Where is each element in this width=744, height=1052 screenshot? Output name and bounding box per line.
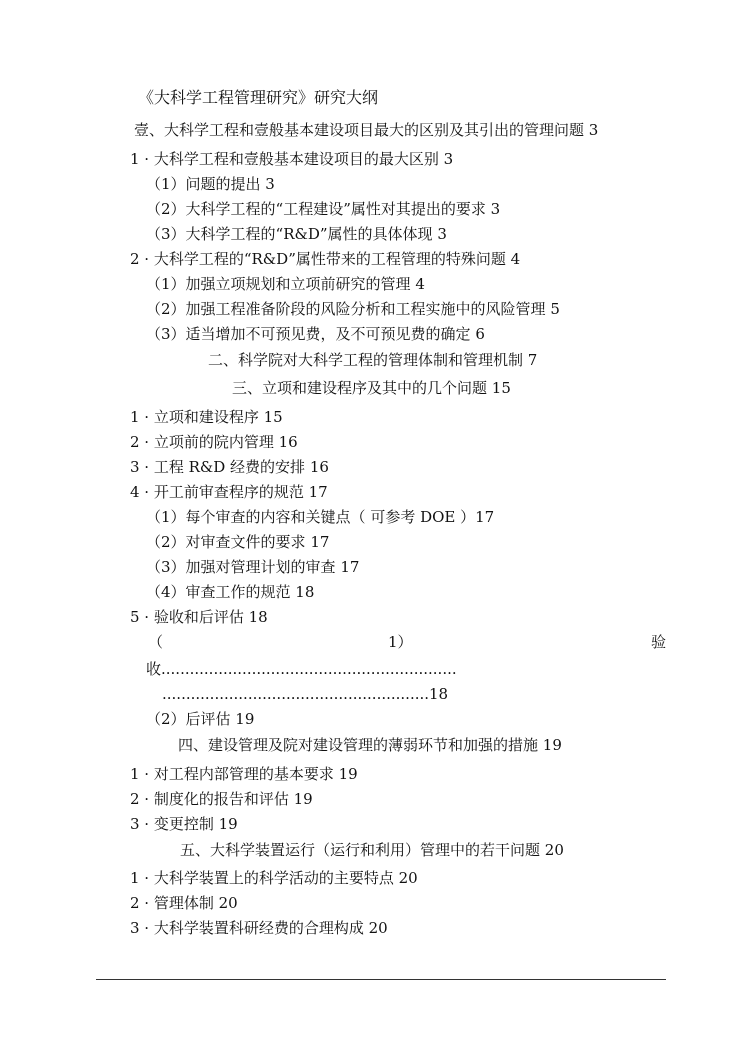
toc-item: 1 · 大科学装置上的科学活动的主要特点 20 <box>130 869 418 887</box>
toc-item: 2 · 大科学工程的“R&D”属性带来的工程管理的特殊问题 4 <box>130 250 521 268</box>
toc-subitem: （3）适当增加不可预见费，及不可预见费的确定 6 <box>146 325 485 343</box>
toc-subitem: （1）问题的提出 3 <box>146 175 275 193</box>
toc-item: 2 · 制度化的报告和评估 19 <box>130 790 313 808</box>
toc-subitem: （2）后评估 19 <box>146 710 255 728</box>
toc-subitem: （1）每个审查的内容和关键点（ 可参考 DOE ）17 <box>146 508 495 526</box>
toc-item: 5 · 验收和后评估 18 <box>130 608 268 626</box>
toc-item: 1 · 立项和建设程序 15 <box>130 408 283 426</box>
toc-subitem: （2）对审查文件的要求 17 <box>146 533 330 551</box>
document-title: 《大科学工程管理研究》研究大纲 <box>138 88 379 107</box>
toc-subitem: （3）大科学工程的“R&D”属性的具体体现 3 <box>146 225 447 243</box>
toc-subitem: （4）审查工作的规范 18 <box>146 583 315 601</box>
toc-item: 3 · 大科学装置科研经费的合理构成 20 <box>130 919 388 937</box>
toc-section-2: 二、科学院对大科学工程的管理体制和管理机制 7 <box>208 351 538 369</box>
toc-subitem-leader: 收.............................................................. <box>146 660 457 678</box>
toc-section-3: 三、立项和建设程序及其中的几个问题 15 <box>232 379 511 397</box>
toc-item: 1 · 对工程内部管理的基本要求 19 <box>130 765 358 783</box>
toc-item: 4 · 开工前审查程序的规范 17 <box>130 483 328 501</box>
toc-item: 3 · 变更控制 19 <box>130 815 238 833</box>
toc-item: 2 · 管理体制 20 <box>130 894 238 912</box>
toc-subitem-first-char: 验 <box>651 633 667 651</box>
toc-subitem: （1）加强立项规划和立项前研究的管理 4 <box>146 275 425 293</box>
toc-subitem: （2）大科学工程的“工程建设”属性对其提出的要求 3 <box>146 200 501 218</box>
toc-section-5: 五、大科学装置运行（运行和利用）管理中的若干问题 20 <box>180 841 564 859</box>
toc-item: 1 · 大科学工程和壹般基本建设项目的最大区别 3 <box>130 150 454 168</box>
toc-subitem-number: 1） <box>388 633 413 651</box>
toc-subitem: （3）加强对管理计划的审查 17 <box>146 558 360 576</box>
footer-divider <box>96 979 666 980</box>
toc-item: 3 · 工程 R&D 经费的安排 16 <box>130 458 329 476</box>
toc-subitem-leader: ........................................................18 <box>162 685 449 703</box>
toc-section-4: 四、建设管理及院对建设管理的薄弱环节和加强的措施 19 <box>178 736 562 754</box>
toc-subitem-open-paren: （ <box>148 633 164 651</box>
toc-section-1: 壹、大科学工程和壹般基本建设项目最大的区别及其引出的管理问题 3 <box>134 121 599 139</box>
toc-subitem: （2）加强工程准备阶段的风险分析和工程实施中的风险管理 5 <box>146 300 560 318</box>
toc-item: 2 · 立项前的院内管理 16 <box>130 433 298 451</box>
